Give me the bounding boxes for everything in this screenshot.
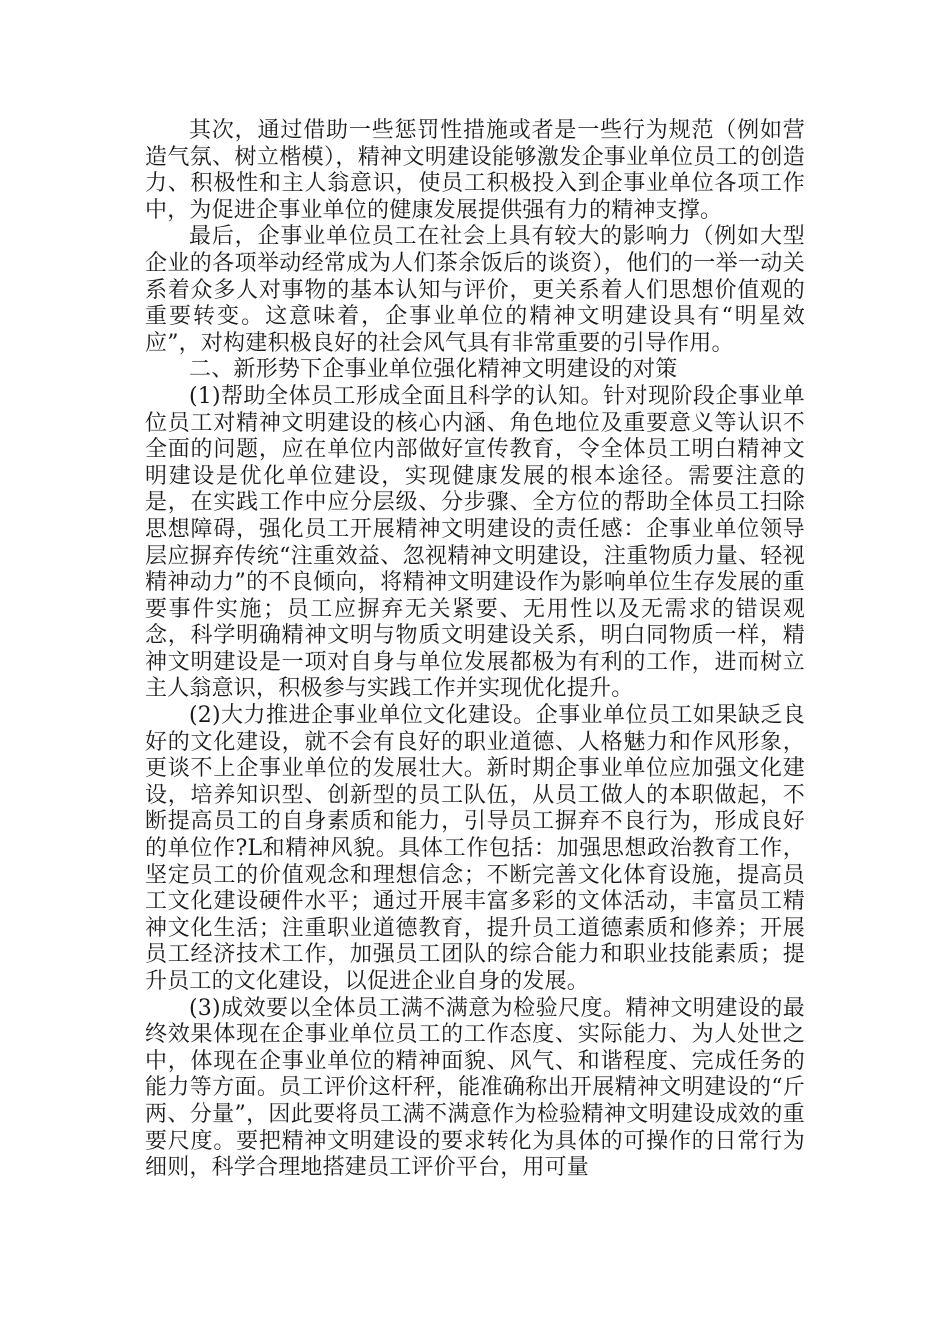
section-heading-countermeasures: 二、新形势下企事业单位强化精神文明建设的对策 [189, 357, 678, 383]
paragraph-measure-1: (1)帮助全体员工形成全面且科学的认知。针对现阶段企事业单位员工对精神文明建设的核心内涵、角色地位及重要意义等认识不全面的问题，应在单位内部做好宣传教育，令全体员工明白精神文明建设是优化单位建设，实现健康发展的根本途径。需要注意的是，在实践工作中应分层级、分步骤、全方位的帮助全体员工扫除思想障碍，强化员工开展精神文明建设的责任感：企事业单位领导层应摒弃传统“注重效益、忽视精神文明建设，注重物质力量、轻视精神动力”的不良倾向，将精神文明建设作为影响单位生存发展的重要事件实施；员工应摒弃无关紧要、无用性以及无需求的错误观念，科学明确精神文明与物质文明建设关系，明白同物质一样，精神文明建设是一项对自身与单位发展都极为有利的工作，进而树立主人翁意识，积极参与实践工作并实现优化提升。 [145, 383, 805, 702]
paragraph-measure-3: (3)成效要以全体员工满不满意为检验尺度。精神文明建设的最终效果体现在企事业单位员工的工作态度、实际能力、为人处世之中，体现在企事业单位的精神面貌、风气、和谐程度、完成任务的能力等方面。员工评价这杆秤，能准确称出开展精神文明建设的“斤两、分量”，因此要将员工满不满意作为检验精神文明建设成效的重要尺度。要把精神文明建设的要求转化为具体的可操作的日常行为细则，科学合理地搭建员工评价平台，用可量 [145, 995, 805, 1181]
paragraph-finally: 最后，企事业单位员工在社会上具有较大的影响力（例如大型企业的各项举动经常成为人们茶余饭后的谈资），他们的一举一动关系着众多人对事物的基本认知与评价，更关系着人们思想价值观的重要转变。这意味着，企事业单位的精神文明建设具有“明星效应”，对构建积极良好的社会风气具有非常重要的引导作用。 [145, 224, 805, 356]
document-page [145, 118, 805, 1182]
paragraph-secondly: 其次，通过借助一些惩罚性措施或者是一些行为规范（例如营造气氛、树立楷模），精神文明建设能够激发企事业单位员工的创造力、积极性和主人翁意识，使员工积极投入到企事业单位各项工作中，为促进企事业单位的健康发展提供强有力的精神支撑。 [145, 118, 805, 223]
paragraph-measure-2: (2)大力推进企事业单位文化建设。企事业单位员工如果缺乏良好的文化建设，就不会有良好的职业道德、人格魅力和作风形象，更谈不上企事业单位的发展壮大。新时期企事业单位应加强文化建设，培养知识型、创新型的员工队伍，从员工做人的本职做起，不断提高员工的自身素质和能力，引导员工摒弃不良行为，形成良好的单位作?L和精神风貌。具体工作包括：加强思想政治教育工作，坚定员工的价值观念和理想信念；不断完善文化体育设施，提高员工文化建设硬件水平；通过开展丰富多彩的文体活动，丰富员工精神文化生活；注重职业道德教育，提升员工道德素质和修养；开展员工经济技术工作，加强员工团队的综合能力和职业技能素质；提升员工的文化建设，以促进企业自身的发展。 [145, 703, 805, 994]
